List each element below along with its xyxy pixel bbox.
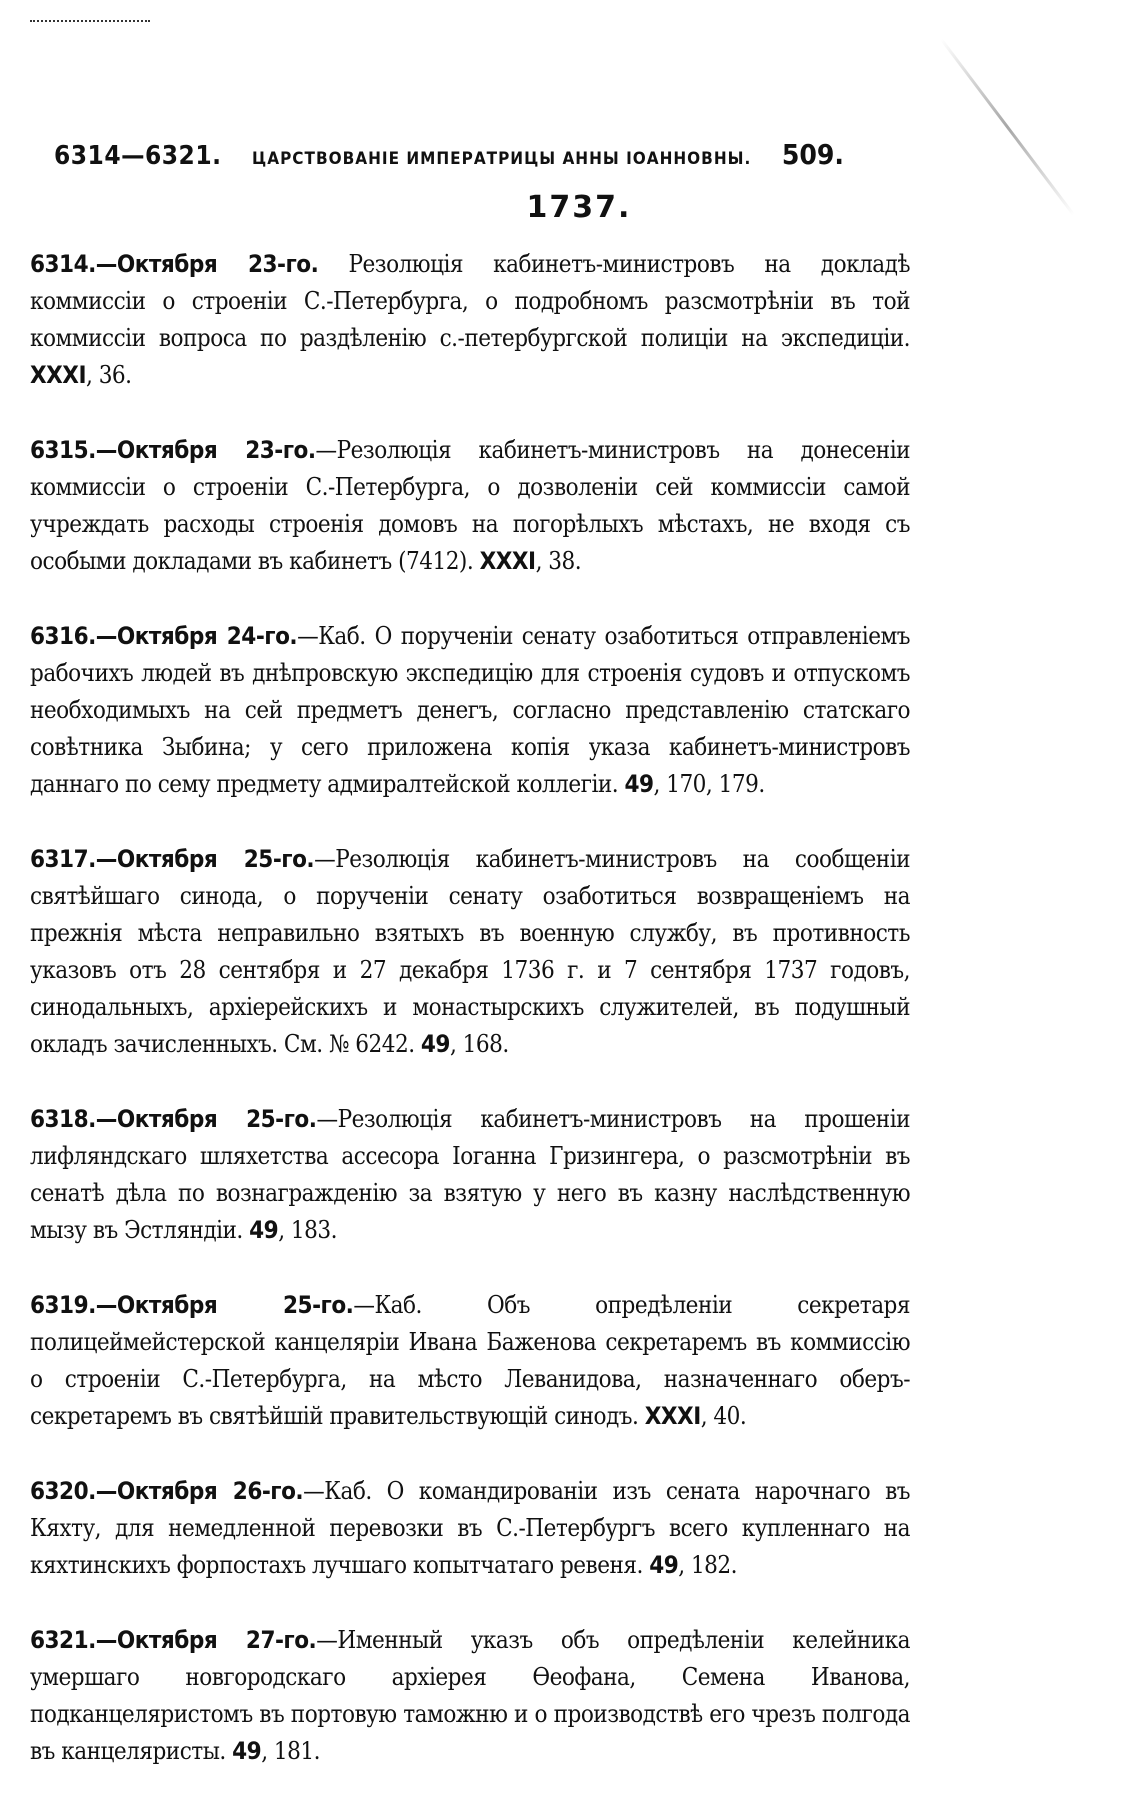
scan-artifact-top — [30, 6, 150, 22]
entry-pages: , 183. — [278, 1216, 337, 1244]
entry-6319 — [30, 1287, 910, 1435]
entry-number: 6321. — [30, 1626, 96, 1654]
entry-date: —Октября 27-го. — [95, 1626, 317, 1654]
entry-body: —Резолюція кабинетъ-министровъ на сообщеніи святѣйшаго синода, о порученіи сенату озаботиться возвращеніемъ на прежнія мѣста неправильно взятыхъ въ военную службу, въ противность указовъ отъ 28 сентября и 27 декабря 1736 г. и 7 сентября 1737 годовъ, синодальныхъ, архіерейскихъ и монастырскихъ служителей, въ подушный окладъ зачисленныхъ. См. № 6242. — [30, 845, 910, 1058]
entry-pages: , 181. — [261, 1737, 320, 1765]
entry-body: —Каб. О порученіи сенату озаботиться отправленіемъ рабочихъ людей въ днѣпровскую экспедицію для строенія судовъ и отпускомъ необходимыхъ на сей предметъ денегъ, согласно представленію статскаго совѣтника Зыбина; у сего приложена копія указа кабинетъ-министровъ даннаго по сему предмету адмиралтейской коллегіи. — [30, 622, 910, 798]
entry-number: 6315. — [30, 436, 96, 464]
entry-pages: , 40. — [700, 1402, 747, 1430]
entry-body: —Именный указъ объ опредѣленіи келейника умершаго новгородскаго архіерея Ѳеофана, Семена Иванова, подканцеляристомъ въ портовую таможню и о производствѣ его чрезъ полгода въ канцеляристы. — [30, 1626, 910, 1765]
entry-6315 — [30, 432, 910, 580]
entry-6317 — [30, 841, 910, 1063]
entry-6318 — [30, 1101, 910, 1249]
entry-date: —Октября 23-го. — [95, 250, 319, 278]
entry-number: 6320. — [30, 1477, 96, 1505]
entry-date: —Октября 25-го. — [95, 845, 315, 873]
entry-volume: 49 — [420, 1030, 450, 1058]
entry-pages: , 168. — [449, 1030, 509, 1058]
entry-date: —Октября 26-го. — [95, 1477, 304, 1505]
entry-6321 — [30, 1622, 910, 1770]
header-entry-range: 6314—6321. — [54, 141, 222, 171]
entry-pages: , 36. — [85, 361, 132, 389]
entry-6314 — [30, 246, 910, 394]
entry-number: 6316. — [30, 622, 96, 650]
entry-6320 — [30, 1473, 910, 1584]
entry-date: —Октября 25-го. — [95, 1105, 317, 1133]
entry-volume: 49 — [249, 1216, 279, 1244]
entry-volume: 49 — [232, 1737, 262, 1765]
entry-6316 — [30, 618, 910, 803]
entry-body: —Каб. Объ опредѣленіи секретаря полицеймейстерской канцеляріи Ивана Баженова секретаремъ въ коммиссію о строеніи С.-Петербурга, на мѣсто Леванидова, назначеннаго оберъ-секретаремъ въ святѣйшій правительствующій синодъ. — [30, 1291, 910, 1430]
entry-body: —Резолюція кабинетъ-министровъ на прошеніи лифляндскаго шляхетства ассесора Іоганна Гризингера, о разсмотрѣніи въ сенатѣ дѣла по вознагражденію за взятую у него въ казну наслѣдственную мызу въ Эстляндіи. — [30, 1105, 910, 1244]
entry-body: —Резолюція кабинетъ-министровъ на донесеніи коммиссіи о строеніи С.-Петербурга, о дозволеніи сей коммиссіи самой учреждать расходы строенія домовъ на погорѣлыхъ мѣстахъ, не входя съ особыми докладами въ кабинетъ (7412). — [30, 436, 910, 575]
entry-volume: 49 — [649, 1551, 679, 1579]
entry-date: —Октября 24-го. — [95, 622, 298, 650]
entry-date: —Октября 23-го. — [95, 436, 316, 464]
entry-number: 6318. — [30, 1105, 96, 1133]
page-number: 509. — [781, 138, 844, 171]
entry-number: 6317. — [30, 845, 96, 873]
entry-volume: 49 — [624, 770, 654, 798]
entry-pages: , 170, 179. — [653, 770, 765, 798]
entry-volume: XXXI — [479, 547, 536, 575]
entry-list — [30, 246, 910, 1808]
entry-body: —Каб. О командированіи изъ сената нарочнаго въ Кяхту, для немедленной перевозки въ С.-Петербургъ всего купленнаго на кяхтинскихъ форпостахъ лучшаго копытчатаго ревеня. — [30, 1477, 910, 1579]
entry-body: Резолюція кабинетъ-министровъ на докладѣ коммиссіи о строеніи С.-Петербурга, о подробномъ разсмотрѣніи въ той коммиссіи вопроса по раздѣленію с.-петербургской полиціи на экспедиціи. — [30, 250, 910, 352]
entry-pages: , 182. — [678, 1551, 738, 1579]
entry-volume: XXXI — [644, 1402, 701, 1430]
entry-number: 6314. — [30, 250, 96, 278]
entry-number: 6319. — [30, 1291, 96, 1319]
header-title: ЦАРСТВОВАНІЕ ИМПЕРАТРИЦЫ АННЫ ІОАННОВНЫ. — [252, 149, 752, 169]
entry-pages: , 38. — [535, 547, 582, 575]
year-heading: 1737. — [526, 190, 632, 225]
running-head — [54, 138, 844, 174]
entry-date: —Октября 25-го. — [95, 1291, 354, 1319]
entry-volume: XXXI — [30, 361, 86, 389]
